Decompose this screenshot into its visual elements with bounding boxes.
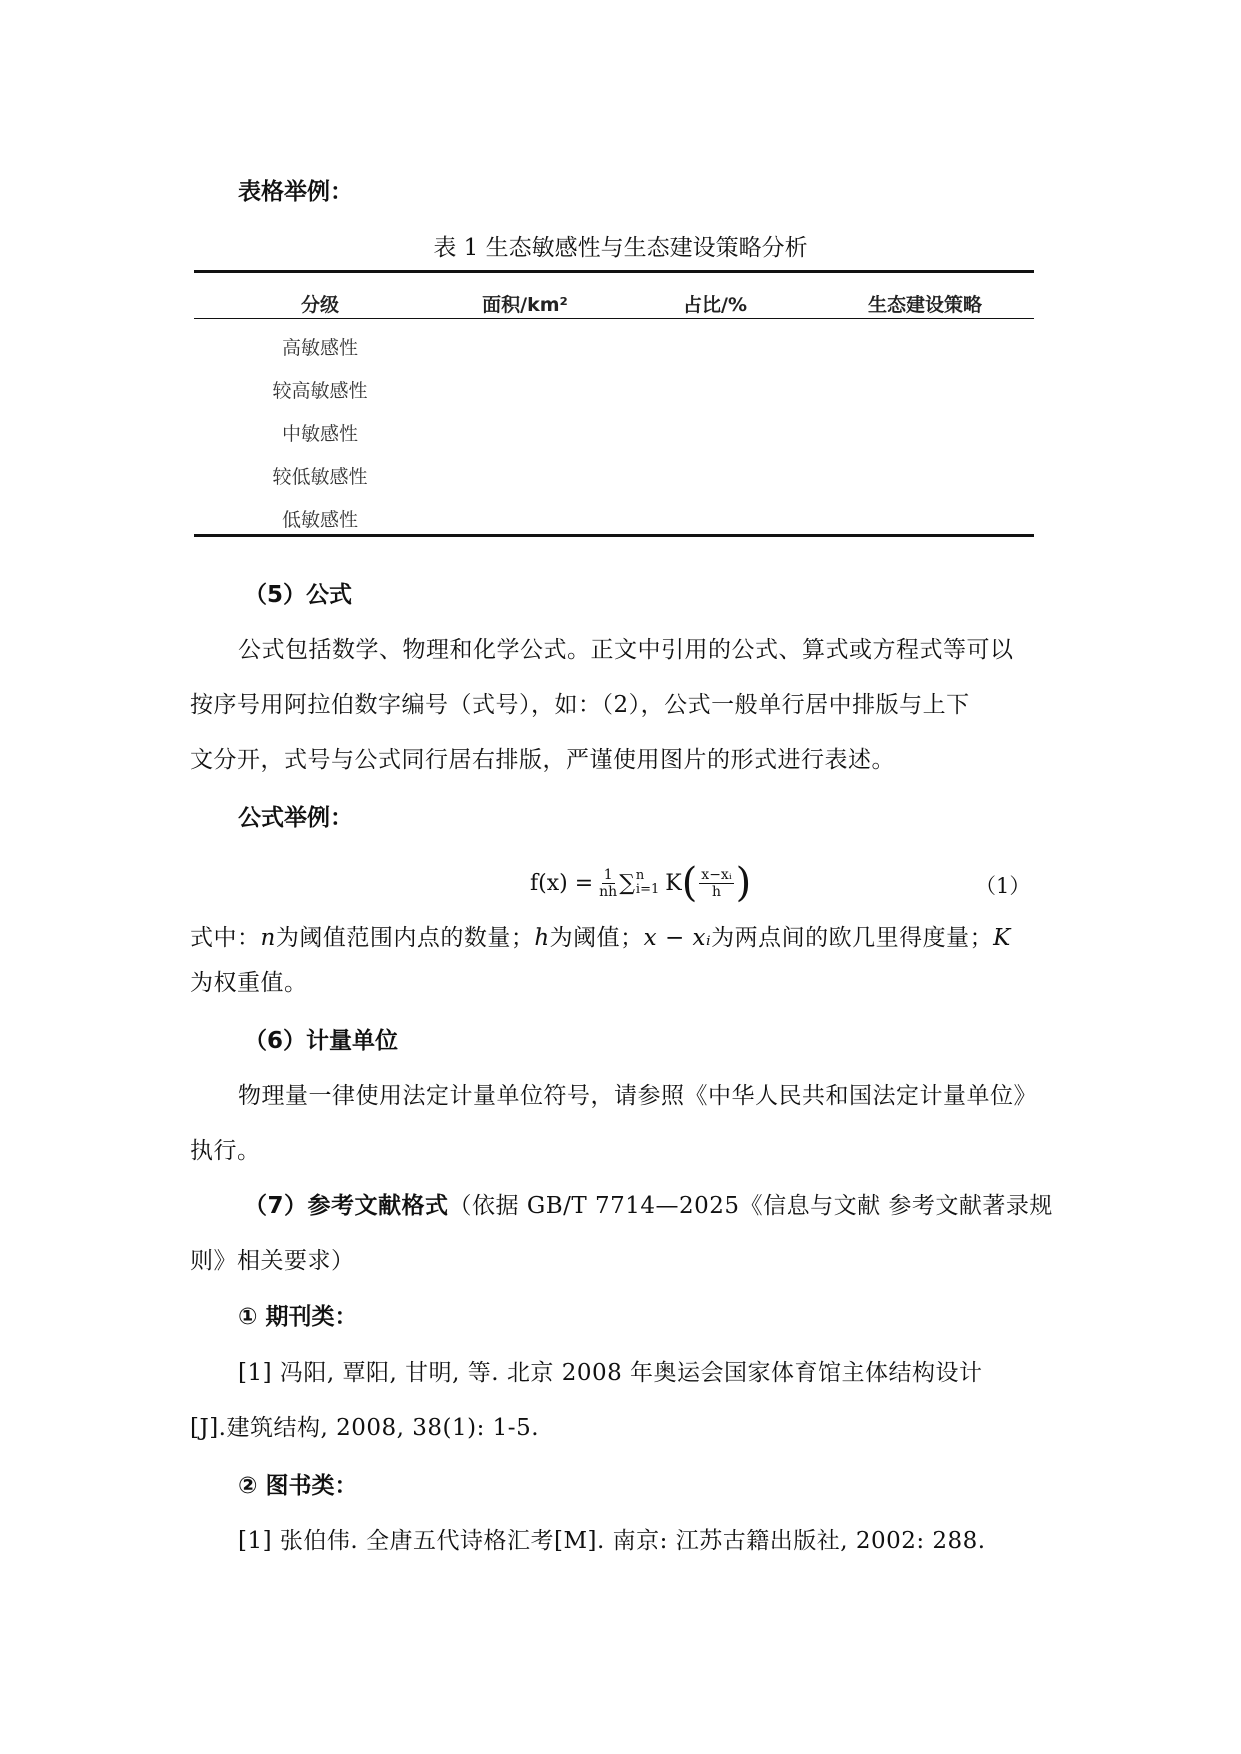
units-paragraph-line: 执行。 [190,1138,261,1164]
book-heading: ② 图书类： [238,1473,358,1499]
table-header-area: 面积/km² [482,294,568,316]
where-variable: h [534,925,550,951]
journal-reference-line: [J].建筑结构, 2008, 38(1): 1-5. [190,1415,540,1441]
table-header-rule [194,318,1034,319]
inner-fraction-denominator: h [711,883,721,900]
left-paren: ( [681,860,698,906]
table-row-grade: 低敏感性 [281,509,358,531]
table-row-grade: 高敏感性 [281,337,358,359]
table-bottom-rule [194,534,1034,537]
formula-where-line [190,919,1011,952]
book-reference: [1] 张伯伟. 全唐五代诗格汇考[M]. 南京: 江苏古籍出版社, 2002: 288. [238,1528,986,1554]
formula-sum [619,869,659,897]
right-paren: ) [735,860,752,906]
table-row-grade: 中敏感性 [281,423,358,445]
table-header-grade: 分级 [300,294,339,316]
formula-paragraph-line: 公式包括数学、物理和化学公式。正文中引用的公式、算式或方程式等可以 [238,637,1014,663]
formula-fraction [599,867,617,900]
where-text: 为阈值范围内点的数量； [275,925,535,951]
kde-formula [530,858,751,908]
formula-kernel: K [665,870,682,896]
formula-inner-fraction [699,867,733,900]
formula-lhs: f(x) = [530,870,594,896]
table-top-rule [194,270,1034,273]
formula-example-heading: 公式举例： [238,805,353,831]
table-caption: 表 1 生态敏感性与生态建设策略分析 [433,235,808,261]
formula-paragraph-line: 文分开，式号与公式同行居右排版，严谨使用图片的形式进行表述。 [190,747,895,773]
sum-limits [636,869,659,897]
formula-fraction-numerator: 1 [603,866,613,883]
where-variable: x − xᵢ [643,925,712,951]
table-row-grade: 较低敏感性 [272,466,368,488]
sum-upper-limit: n [635,868,645,883]
table-header-strategy: 生态建设策略 [867,294,982,316]
where-text: 为两点间的欧几里得度量； [711,925,994,951]
sum-symbol: ∑ [619,870,635,896]
formula-fraction-denominator: nh [599,883,618,900]
references-heading-line2: 则》相关要求） [190,1248,355,1274]
units-section-heading: （6）计量单位 [244,1028,399,1054]
where-variable: n [260,925,276,951]
journal-heading: ① 期刊类： [238,1304,358,1330]
formula-section-heading: （5）公式 [244,582,353,608]
journal-reference-line: [1] 冯阳, 覃阳, 甘明, 等. 北京 2008 年奥运会国家体育馆主体结构设计 [238,1360,983,1386]
table-header-ratio: 占比/% [683,294,747,316]
references-heading: （7）参考文献格式 [244,1193,449,1219]
units-paragraph-line: 物理量一律使用法定计量单位符号，请参照《中华人民共和国法定计量单位》 [238,1083,1037,1109]
references-heading-note: （依据 GB/T 7714—2025《信息与文献 参考文献著录规 [448,1193,1053,1219]
where-text: 式中： [190,925,261,951]
where-text: 为阈值； [549,925,644,951]
formula-where-line: 为权重值。 [190,970,308,996]
sum-lower-limit: i=1 [635,882,660,897]
table-example-heading: 表格举例： [238,179,353,205]
table-row-grade: 较高敏感性 [272,380,368,402]
where-variable: K [993,925,1011,951]
formula-paragraph-line: 按序号用阿拉伯数字编号（式号），如：（2），公式一般单行居中排版与上下 [190,692,970,718]
inner-fraction-numerator: x−xᵢ [701,866,732,883]
equation-number: （1） [975,874,1031,898]
references-heading-line [244,1187,1053,1220]
